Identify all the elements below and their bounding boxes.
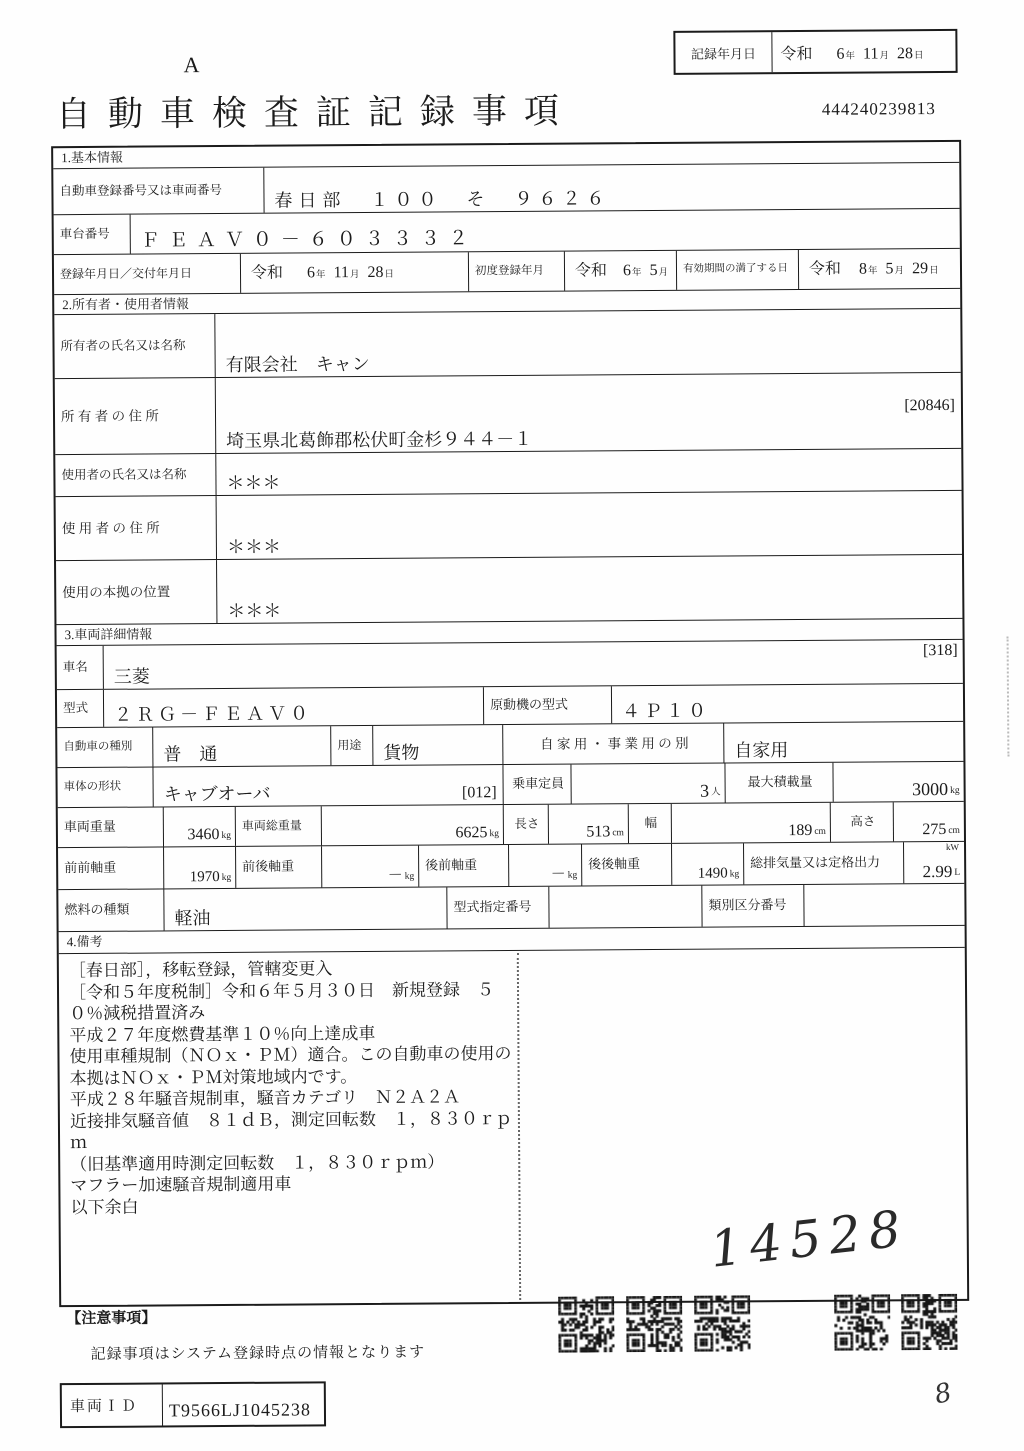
axle-front-rear-value: － kg [321, 846, 418, 888]
owner-address-code: [20846] [904, 396, 956, 415]
document-number: 444240239813 [821, 99, 936, 119]
base-location-value: ＊＊＊ [216, 555, 962, 623]
handwritten-page-number: 8 [931, 1377, 955, 1411]
seating-capacity-cell: 3 人 [570, 764, 724, 804]
owner-address-value: 埼玉県北葛飾郡松伏町金杉９４４－１ [226, 428, 533, 451]
remarks-box [59, 947, 967, 1305]
owner-address-label: 所 有 者 の 住 所 [60, 408, 159, 424]
model-value: ２ＲＧ－ＦＥＡＶ０ [103, 687, 483, 727]
displacement-unit-kw: kW [946, 841, 960, 852]
car-name-code: [318] [922, 641, 958, 660]
use-value: 貨物 [372, 725, 502, 765]
notice-text: 記録事項はシステム登録時点の情報となります [90, 1344, 426, 1363]
user-name-label: 使用者の氏名又は名称 [61, 467, 187, 483]
record-date-value: 令和 6 年 11 月 28 日 [780, 44, 924, 63]
car-name-label: 車名 [62, 660, 88, 675]
qr-code-2 [626, 1296, 682, 1352]
axle-rear-front-label: 後前軸重 [418, 845, 508, 887]
chassis-number-label: 車台番号 [59, 227, 110, 242]
vehicle-id-box [60, 1381, 326, 1428]
max-load-label: 最大積載量 [724, 763, 832, 803]
vehicle-id-value: T9566LJ1045238 [168, 1399, 312, 1421]
private-business-value: 自家用 [723, 722, 963, 763]
displacement-label: 総排気量又は定格出力 [743, 842, 903, 884]
owner-name-label: 所有者の氏名又は名称 [60, 338, 186, 354]
first-registration-label: 初度登録年月 [468, 252, 564, 292]
body-shape-code: [012] [461, 784, 497, 802]
model-label: 型式 [62, 701, 89, 716]
user-name-value: ＊＊＊ [215, 449, 961, 495]
record-date-box [673, 29, 957, 75]
engine-model-value: ４Ｐ１０ [611, 684, 963, 723]
record-date-label: 記録年月日 [675, 32, 772, 73]
type-designation-label: 型式指定番号 [446, 887, 548, 929]
car-name-cell [103, 640, 963, 689]
displacement-cell: kW 2.99 L [903, 842, 964, 883]
chassis-number-value: ＦＥＡＶ０－６０３３３２ [130, 209, 960, 254]
gross-weight-label: 車両総重量 [235, 806, 321, 846]
vehicle-weight-label: 車両重量 [63, 818, 116, 835]
section2-title: 2.所有者・使用者情報 [62, 296, 190, 313]
owner-name-value: 有限会社 キャン [214, 309, 960, 377]
fuel-type-value: 軽油 [163, 887, 446, 930]
registration-date-value: 令和 6 年 11 月 28 日 [240, 252, 468, 293]
displacement-value: 2.99 [922, 861, 953, 882]
body-shape-value: キャブオーバ [163, 783, 271, 805]
owner-address-cell [215, 373, 962, 453]
qr-code-1 [558, 1296, 614, 1352]
expiry-date-label: 有効期間の満了する日 [676, 250, 798, 290]
width-value: 189 cm [671, 803, 830, 843]
height-value: 275 cm [893, 802, 964, 841]
body-shape-label: 車体の形状 [63, 780, 122, 794]
first-registration-value: 令和 6 年 5 月 [564, 251, 676, 291]
remarks-text: ［春日部］，移転登録，管轄変更入 ［令和５年度税制］令和６年５月３０日 新規登録 ５０％減税措置済み 平成２７年度燃費基準１０％向上達成車 使用車種規制（ＮＯｘ・ＰＭ）適合。この自動車の使用の本拠はＮＯｘ・ＰＭ対策地域内です。 平成２８年騒音規制車，騒音カテゴリ Ｎ２Ａ２Ａ 近接排気騒音値 ８１ｄＢ，測定回転数 １，８３０ｒｐｍ （旧基準適用時測定回転数 １，８３０ｒｐｍ） マフラー加速騒音規制適用車 以下余白 [68, 959, 512, 1217]
document-title: 自動車検査証記録事項 [55, 91, 577, 135]
section4-title: 4.備考 [66, 933, 103, 950]
registration-number-label: 自動車登録番号又は車両番号 [59, 183, 222, 199]
category-number-label: 類別区分番号 [701, 885, 803, 927]
engine-model-label: 原動機の型式 [483, 686, 611, 724]
axle-front-front-value: 1970 kg [163, 847, 235, 889]
axle-rear-front-value: － kg [508, 845, 581, 887]
qr-code-3 [694, 1295, 750, 1351]
qr-code-5 [901, 1294, 957, 1350]
length-value: 513 cm [548, 804, 628, 844]
private-business-label: 自 家 用 ・ 事 業 用 の 別 [502, 724, 723, 765]
axle-rear-rear-label: 後後軸重 [581, 844, 671, 886]
category-number-value [803, 884, 964, 926]
section1-title: 1.基本情報 [61, 149, 124, 166]
corner-letter: A [183, 52, 200, 78]
handwritten-number: 14528 [707, 1199, 912, 1279]
main-table [51, 140, 969, 1307]
axle-rear-rear-value: 1490 kg [671, 843, 743, 885]
width-label: 幅 [628, 804, 671, 843]
notice-title: 【注意事項】 [66, 1310, 157, 1328]
registration-number-value: 春日部 １００ そ ９６２６ [263, 163, 959, 213]
user-address-label: 使 用 者 の 住 所 [61, 520, 160, 536]
base-location-label: 使用の本拠の位置 [62, 584, 171, 600]
car-name-value: 三菱 [113, 666, 150, 687]
registration-date-label: 登録年月日／交付年月日 [59, 265, 193, 281]
fuel-type-label: 燃料の種類 [64, 901, 130, 918]
body-shape-cell [152, 765, 502, 806]
vehicle-id-label: 車両ＩＤ [62, 1384, 163, 1426]
qr-code-4 [834, 1294, 890, 1350]
seating-capacity-label: 乗車定員 [502, 765, 570, 804]
gross-weight-value: 6625 kg [321, 805, 503, 845]
expiry-date-value: 令和 8 年 5 月 29 日 [798, 249, 960, 289]
height-label: 高さ [830, 802, 893, 841]
use-label: 用途 [330, 726, 372, 765]
scan-edge-artifact [1007, 637, 1010, 757]
vehicle-class-label: 自動車の種別 [63, 740, 133, 754]
length-label: 長さ [503, 805, 548, 844]
section3-title: 3.車両詳細情報 [64, 626, 153, 643]
user-address-value: ＊＊＊ [216, 491, 962, 559]
axle-front-rear-label: 前後軸重 [235, 846, 321, 888]
axle-front-front-label: 前前軸重 [64, 859, 117, 876]
max-load-cell: 3000 kg [832, 762, 963, 802]
vehicle-class-value: 普 通 [152, 726, 330, 766]
vehicle-weight-value: 3460 kg [163, 807, 235, 847]
type-designation-value [548, 886, 701, 928]
